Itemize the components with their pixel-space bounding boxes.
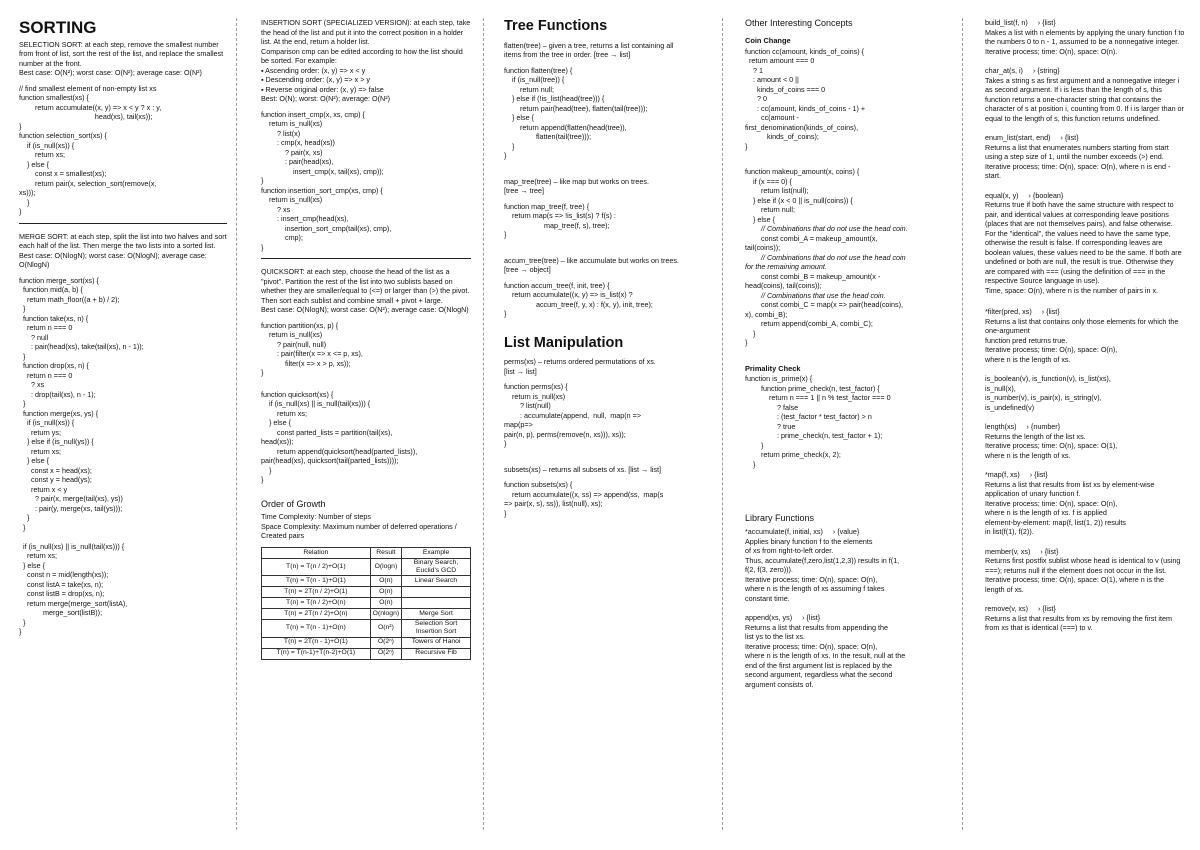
accum-tree-code: function accum_tree(f, init, tree) { return accumulate((x, y) => is_list(x) ? accum_tree(f, y, x) : f(x, y), init, tree); }	[504, 280, 653, 319]
order-of-growth-title: Order of Growth	[261, 498, 326, 509]
section-divider	[19, 223, 227, 224]
subsets-code: function subsets(xs) { return accumulate((x, ss) => append(ss, map(s => pair(x, s), ss)), list(null), xs); }	[504, 480, 664, 518]
relation-cell: T(n) = 2T(n / 2)+O(1)	[262, 587, 371, 598]
quicksort-code: function quicksort(xs) { if (is_null(xs) || is_null(tail(xs))) { return xs; } else { const parted_lists = partition(tail(xs), head(xs)); return append(quicksort(head(parted_lists)), pair(head(xs), quicksort(tail(parted_lists)))); } }	[261, 389, 418, 484]
result-cell: O(2ⁿ)	[370, 637, 401, 648]
example-cell: Towers of Hanoi	[402, 637, 471, 648]
column-divider	[236, 18, 237, 830]
relation-cell: T(n) = T(n - 1)+O(1)	[262, 576, 371, 587]
relation-cell: T(n) = T(n / 2)+O(n)	[262, 598, 371, 609]
coin-change-code: function cc(amount, kinds_of_coins) { return amount === 0 ? 1 : amount < 0 || kinds_of_coins === 0 ? 0 : cc(amount, kinds_of_coins - 1) + cc(amount - first_denomination(kinds_of_coins), kinds_of_coins); }	[745, 46, 866, 151]
type-predicates: is_boolean(v), is_function(v), is_list(xs), is_null(x), is_number(v), is_pair(x), is_string(v), is_undefined(v)	[985, 374, 1111, 412]
length-signature: length(xs) › {number}	[985, 422, 1061, 431]
order-of-growth-table	[261, 547, 471, 660]
enum-list-signature: enum_list(start, end) › {list}	[985, 133, 1079, 142]
sorting-title: SORTING	[19, 18, 97, 37]
primality-check-title: Primality Check	[745, 363, 801, 373]
quicksort-text: QUICKSORT: at each step, choose the head of the list as a "pivot". Partition the rest of the list into two sublists based on whether they are smaller/equal to (<=) or larger than (>) the pivot. Then sort each sublist and combine small + pivot + large.	[261, 267, 470, 305]
result-cell: O(2ⁿ)	[370, 648, 401, 659]
append-signature: append(xs, ys) › {list}	[745, 613, 821, 623]
insertion-sort-code: function insert_cmp(x, xs, cmp) { return is_null(xs) ? list(x) : cmp(x, head(xs)) ? pair(x, xs) : pair(head(xs), insert_cmp(x, tail(xs), cmp)); } function insertion_sort_cmp(xs, cmp) { return is_null(xs) ? xs : insert_cmp(head(xs), insertion_sort_cmp(tail(xs), cmp), cmp); }	[261, 109, 392, 252]
map-description: Returns a list that results from list xs by element-wise application of unary function f. Iterative process; time: O(n), space: O(n), where n is the length of xs. f is applied element-by-element: map(f, list(1, 2)) results in list(f(1), f(2)).	[985, 479, 1155, 536]
equal-signature: equal(x, y) › {boolean}	[985, 190, 1064, 200]
makeup-comment: // Combinations that use the head coin.	[745, 290, 886, 300]
remove-description: Returns a list that results from xs by removing the first item from xs that is identical (===) to v.	[985, 613, 1174, 632]
column-divider	[962, 18, 963, 830]
append-description: Returns a list that results from appending the list ys to the list xs. Iterative process; time: O(n), space: O(n), where n is the length of xs. In the result, null at the end of the first argument list is replaced by the second argument, regardless what the second argument consists of.	[745, 622, 906, 689]
library-functions-title: Library Functions	[745, 513, 815, 524]
result-cell: O(n²)	[370, 620, 401, 637]
equal-description: Returns true if both have the same structure with respect to pair, and identical values at corresponding leave positions (places that are not themselves pairs), and false otherwise. For the "identical", the values need to have the same type, otherwise the result is false. If corresponding leaves are boolean values, these values need to be the same. If both are undefined or both are null, the result is true. Otherwise they are compared with === (using the definition of === in the respective Source language in use). Time, space: O(n), where n is the number of pairs in x.	[985, 200, 1182, 295]
table-header-row	[262, 547, 471, 558]
relation-cell: T(n) = T(n - 1)+O(n)	[262, 620, 371, 637]
accumulate-signature: *accumulate(f, initial, xs) › {value}	[745, 527, 860, 537]
build-list-signature: build_list(f, n) › {list}	[985, 18, 1056, 27]
filter-signature: *filter(pred, xs) › {list}	[985, 307, 1060, 316]
column-divider	[483, 18, 484, 830]
relation-cell: T(n) = 2T(n / 2)+O(n)	[262, 609, 371, 620]
quicksort-description	[261, 267, 471, 315]
header-relation: Relation	[262, 547, 371, 558]
selection-sort-description	[19, 40, 227, 78]
table-row	[262, 637, 471, 648]
table-row	[262, 598, 471, 609]
list-manipulation-title: List Manipulation	[504, 334, 624, 351]
selection-sort-complexity: Best case: O(N²); worst case: O(N²); average case: O(N²)	[19, 68, 202, 78]
column-sorting	[19, 18, 227, 843]
flatten-description: flatten(tree) – given a tree, returns a list containing all items from the tree in order. [tree → list]	[504, 40, 674, 60]
map-signature: *map(f, xs) › {list}	[985, 470, 1048, 479]
example-cell	[402, 587, 471, 598]
makeup-comment: // Combinations that do not use the head coin.	[745, 224, 908, 234]
member-description: Returns first postfix sublist whose head is identical to v (using ===); returns null if the element does not occur in the list. Iterative process; time: O(n), space: O(1), where n is the length of xs.	[985, 556, 1183, 594]
char-at-description: Takes a string s as first argument and a nonnegative integer i as second argument. If i is less than the length of s, this function returns a one-character string that contains the character of s at position i, counting from 0. If i is larger than or equal to the length of s, this function returns undefined.	[985, 75, 1186, 123]
merge-sort-text: MERGE SORT: at each step, split the list into two halves and sort each half of the list. Then merge the two lists into a sorted list.	[19, 231, 227, 251]
quicksort-complexity: Best case: O(NlogN); worst case: O(N²); average case: O(NlogN)	[261, 305, 469, 314]
insertion-sort-comparison: Comparison cmp can be edited according to how the list should be sorted. For example: ▪ Ascending order: (x, y) => x < y ▪ Descending order: (x, y) => x > y ▪ Reverse original order: (x, y) => false Best: O(N); worst: O(N²); average: O(N²)	[261, 46, 463, 103]
column-insertion-quick	[261, 18, 471, 843]
enum-list-description: Returns a list that enumerates numbers starting from start using a step size of 1, until the number exceeds (>) end. Iterative process; time: O(n), space: O(n), where n is end - start.	[985, 142, 1171, 180]
header-result: Result	[370, 547, 401, 558]
example-cell: Merge Sort	[402, 609, 471, 620]
build-list-description: Makes a list with n elements by applying the unary function f to the numbers 0 to n - 1, assumed to be a nonnegative integer. Iterative process; time: O(n), space: O(n).	[985, 27, 1185, 56]
relation-cell: T(n) = T(n-1)+T(n-2)+O(1)	[262, 648, 371, 659]
table-row	[262, 609, 471, 620]
time-complexity-def: Time Complexity: Number of steps	[261, 512, 371, 522]
space-complexity-def: Space Complexity: Maximum number of deferred operations / Created pairs	[261, 521, 457, 541]
column-tree-list	[504, 18, 709, 843]
relation-cell: T(n) = 2T(n - 1)+O(1)	[262, 637, 371, 648]
subsets-description: subsets(xs) – returns all subsets of xs. [list → list]	[504, 464, 661, 474]
selection-sort-text: SELECTION SORT: at each step, remove the smallest number from front of list, sort the rest of the list, and replace the smallest number at the front.	[19, 39, 224, 68]
table-row	[262, 587, 471, 598]
other-concepts-title: Other Interesting Concepts	[745, 18, 853, 28]
accumulate-description: Applies binary function f to the elements of xs from right-to-left order. Thus, accumulate(f,zero,list(1,2,3)) results in f(1, f(2, f(3, zero))). Iterative process; time: O(n), space: O(n), where n is the length of xs assuming f takes constant time.	[745, 536, 900, 603]
map-tree-code: function map_tree(f, tree) { return map(s => !is_list(s) ? f(s) : map_tree(f, s), tree); }	[504, 201, 616, 240]
merge-sort-code: function merge_sort(xs) { function mid(a, b) { return math_floor((a + b) / 2); } function take(xs, n) { return n === 0 ? null : pair(head(xs), take(tail(xs), n - 1)); } function drop(xs, n) { return n === 0 ? xs : drop(tail(xs), n - 1); } function merge(xs, ys) { if (is_null(xs)) { return ys; } else if (is_null(ys)) { return xs; } else { const x = head(xs); const y = head(ys); return x < y ? pair(x, merge(tail(xs), ys)) : pair(y, merge(xs, tail(ys))); } } if (is_null(xs) || is_null(tail(xs))) { return xs; } else { const n = mid(length(xs)); const listA = take(xs, n); const listB = drop(xs, n); return merge(merge_sort(listA), merge_sort(listB)); } }	[19, 275, 144, 637]
accum-tree-description: accum_tree(tree) – like accumulate but works on trees. [tree → object]	[504, 255, 679, 275]
map-tree-description: map_tree(tree) – like map but works on trees. [tree → tree]	[504, 176, 650, 196]
makeup-code-part: const combi_C = map(x => pair(head(coins), x), combi_B); return append(combi_A, combi_C); } }	[745, 300, 904, 348]
insertion-sort-text: INSERTION SORT (SPECIALIZED VERSION): at each step, take the head of the list and put it into the correct position in a holder list. At the end, return a holder list.	[261, 18, 471, 46]
coin-change-title: Coin Change	[745, 35, 791, 45]
result-cell: O(n)	[370, 587, 401, 598]
column-divider	[722, 18, 723, 830]
perms-description: perms(xs) – returns ordered permutations of xs. [list → list]	[504, 357, 656, 376]
table-row	[262, 558, 471, 575]
tree-functions-title: Tree Functions	[504, 18, 608, 34]
example-cell: Recursive Fib	[402, 648, 471, 659]
column-concepts	[745, 18, 950, 843]
example-cell: Linear Search	[402, 576, 471, 587]
header-example: Example	[402, 547, 471, 558]
makeup-code-part: const combi_B = makeup_amount(x - head(coins), tail(coins));	[745, 271, 881, 291]
partition-code: function partition(xs, p) { return is_null(xs) ? pair(null, null) : pair(filter(x => x <= p, xs), filter(x => x > p, xs)); }	[261, 320, 363, 377]
makeup-amount-code	[745, 167, 950, 348]
table-row	[262, 648, 471, 659]
result-cell: O(n)	[370, 576, 401, 587]
filter-description: Returns a list that contains only those elements for which the one-argument function pred returns true. Iterative process; time: O(n), space: O(n), where n is the length of xs.	[985, 316, 1179, 364]
flatten-code: function flatten(tree) { if (is_null(tree)) { return null; } else if (!is_list(head(tree))) { return pair(head(tree), flatten(tail(tree))); } else { return append(flatten(head(tree)), flatten(tail(tree))); } }	[504, 65, 648, 161]
table-row	[262, 576, 471, 587]
merge-sort-description	[19, 232, 227, 270]
result-cell: O(nlogn)	[370, 609, 401, 620]
makeup-code-part: const combi_A = makeup_amount(x, tail(coins));	[745, 233, 878, 253]
makeup-code-part: function makeup_amount(x, coins) { if (x === 0) { return list(null); } else if (x < 0 || is_null(coins)) { return null; } else {	[745, 167, 860, 224]
primality-check-code: function is_prime(x) { function prime_check(n, test_factor) { return n === 1 || n % test_factor === 0 ? false : (test_factor * test_factor) > n ? true : prime_check(n, test_factor + 1); } return prime_check(x, 2); }	[745, 374, 891, 469]
result-cell: O(logn)	[370, 558, 401, 575]
remove-signature: remove(v, xs) › {list}	[985, 604, 1056, 613]
char-at-signature: char_at(s, i) › {string}	[985, 66, 1060, 75]
insertion-sort-description	[261, 18, 471, 104]
column-library	[985, 18, 1185, 843]
example-cell	[402, 598, 471, 609]
selection-sort-code: // find smallest element of non-empty list xs function smallest(xs) { return accumulate((x, y) => x < y ? x : y, head(xs), tail(xs)); } function selection_sort(xs) { if (is_null(xs)) { return xs; } else { const x = smallest(xs); return pair(x, selection_sort(remove(x, xs))); } }	[19, 83, 162, 217]
merge-sort-complexity: Best case: O(NlogN); worst case: O(NlogN); average case: O(NlogN)	[19, 250, 207, 270]
perms-code: function perms(xs) { return is_null(xs) ? list(null) : accumulate(append, null, map(n => map(p=> pair(n, p), perms(remove(n, xs))), xs)); }	[504, 382, 642, 449]
makeup-comment: // Combinations that do not use the head coin for the remaining amount.	[745, 252, 906, 272]
section-divider	[261, 258, 471, 259]
result-cell: O(n)	[370, 598, 401, 609]
relation-cell: T(n) = T(n / 2)+O(1)	[262, 558, 371, 575]
length-description: Returns the length of the list xs. Iterative process; time: O(n), space: O(1), where n is the length of xs.	[985, 431, 1118, 460]
member-signature: member(v, xs) › {list}	[985, 546, 1059, 556]
example-cell: Selection Sort Insertion Sort	[402, 620, 471, 637]
example-cell: Binary Search, Euclid's GCD	[402, 558, 471, 575]
table-row	[262, 620, 471, 637]
